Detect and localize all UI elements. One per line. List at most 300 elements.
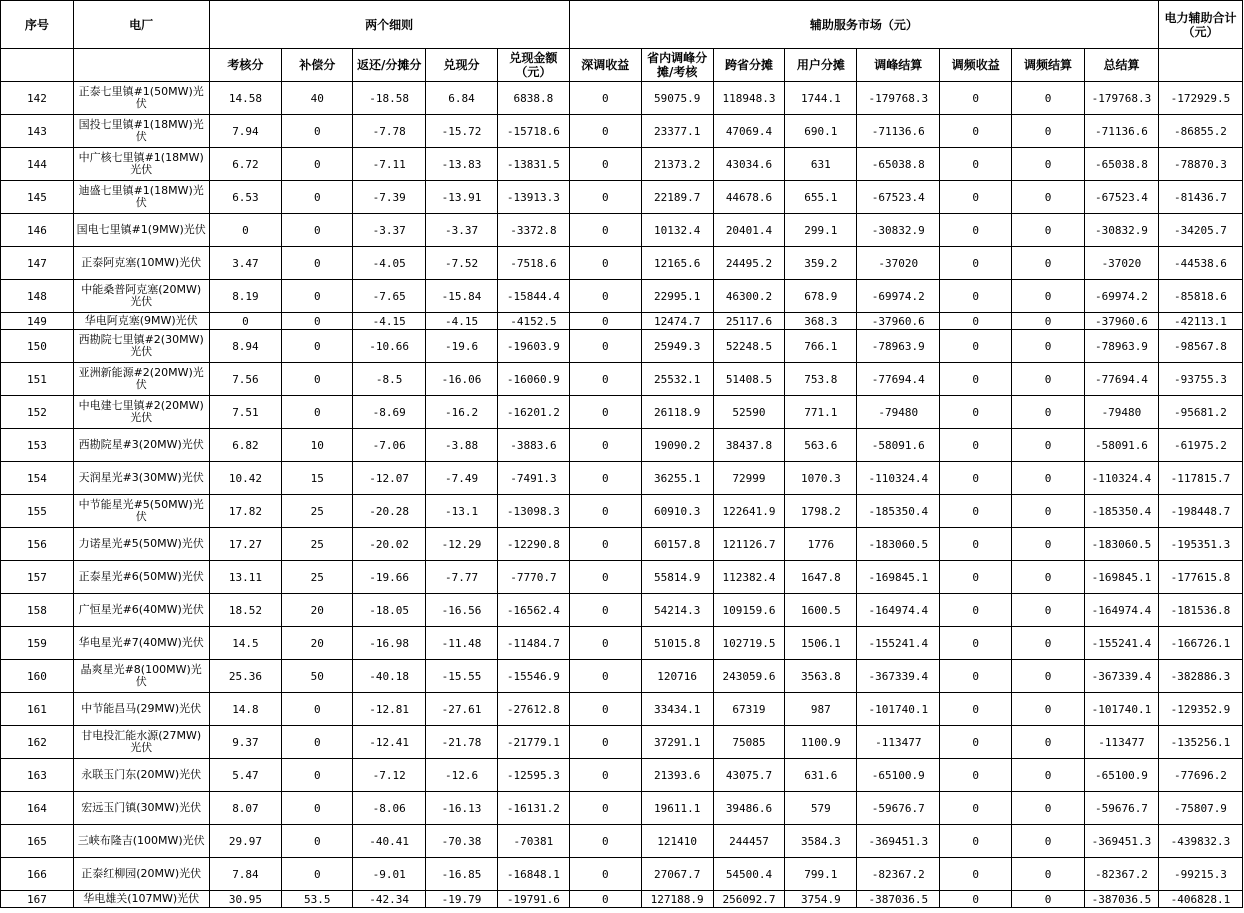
value-cell: 0 (1012, 528, 1085, 561)
table-row (1, 561, 1243, 594)
value-cell: 0 (569, 759, 641, 792)
value-cell: 0 (569, 214, 641, 247)
value-cell: -19.66 (353, 561, 426, 594)
plant-name-cell: 广恒星光#6(40MW)光伏 (73, 594, 209, 627)
value-cell: -7.52 (426, 247, 498, 280)
value-cell: -18.05 (353, 594, 426, 627)
value-cell: -7.65 (353, 280, 426, 313)
plant-header: 电厂 (73, 1, 209, 49)
seq-cell: 167 (1, 891, 74, 908)
value-cell: 0 (282, 330, 353, 363)
value-cell: -12.41 (353, 726, 426, 759)
value-cell: 20401.4 (713, 214, 785, 247)
header-row-1 (1, 1, 1243, 49)
value-cell: 59075.9 (641, 82, 713, 115)
value-cell: 0 (569, 330, 641, 363)
blank-header-cell (1, 49, 74, 82)
value-cell: 0 (1012, 462, 1085, 495)
value-cell: 7.84 (209, 858, 282, 891)
value-cell: -4.15 (353, 313, 426, 330)
value-cell: 563.6 (785, 429, 857, 462)
seq-cell: 142 (1, 82, 74, 115)
table-row (1, 280, 1243, 313)
value-cell: -3.37 (353, 214, 426, 247)
value-cell: 0 (940, 363, 1012, 396)
value-cell: -16131.2 (497, 792, 569, 825)
value-cell: 10 (282, 429, 353, 462)
value-cell: 0 (1012, 891, 1085, 908)
col-header: 省内调峰分摊/考核 (641, 49, 713, 82)
value-cell: 1798.2 (785, 495, 857, 528)
value-cell: 0 (940, 429, 1012, 462)
value-cell: 0 (282, 313, 353, 330)
seq-header: 序号 (1, 1, 74, 49)
value-cell: -110324.4 (857, 462, 940, 495)
value-cell: -164974.4 (857, 594, 940, 627)
value-cell: 0 (1012, 594, 1085, 627)
value-cell: -12595.3 (497, 759, 569, 792)
value-cell: 0 (1012, 495, 1085, 528)
value-cell: 5.47 (209, 759, 282, 792)
value-cell: 60910.3 (641, 495, 713, 528)
value-cell: -37960.6 (857, 313, 940, 330)
value-cell: -7.78 (353, 115, 426, 148)
value-cell: 72999 (713, 462, 785, 495)
value-cell: 44678.6 (713, 181, 785, 214)
col-header: 兑现分 (426, 49, 498, 82)
value-cell: 8.07 (209, 792, 282, 825)
value-cell: -16.2 (426, 396, 498, 429)
value-cell: -37960.6 (1085, 313, 1159, 330)
value-cell: 51408.5 (713, 363, 785, 396)
value-cell: 21393.6 (641, 759, 713, 792)
value-cell: -3.88 (426, 429, 498, 462)
value-cell: 678.9 (785, 280, 857, 313)
value-cell: 0 (940, 462, 1012, 495)
value-cell: 0 (1012, 561, 1085, 594)
value-cell: 12165.6 (641, 247, 713, 280)
value-cell: -16201.2 (497, 396, 569, 429)
rules-group-header: 两个细则 (209, 1, 569, 49)
value-cell: 3.47 (209, 247, 282, 280)
value-cell: 0 (1012, 429, 1085, 462)
value-cell: -113477 (1085, 726, 1159, 759)
value-cell: 244457 (713, 825, 785, 858)
value-cell: -15546.9 (497, 660, 569, 693)
value-cell: -16.06 (426, 363, 498, 396)
value-cell: -15.72 (426, 115, 498, 148)
value-cell: 0 (940, 825, 1012, 858)
value-cell: -113477 (857, 726, 940, 759)
value-cell: -12290.8 (497, 528, 569, 561)
value-cell: 7.56 (209, 363, 282, 396)
value-cell: 0 (940, 627, 1012, 660)
seq-cell: 152 (1, 396, 74, 429)
value-cell: -3.37 (426, 214, 498, 247)
seq-cell: 155 (1, 495, 74, 528)
value-cell: 0 (569, 660, 641, 693)
value-cell: 120716 (641, 660, 713, 693)
plant-name-cell: 华电雄关(107MW)光伏 (73, 891, 209, 908)
table-row (1, 594, 1243, 627)
value-cell: 17.82 (209, 495, 282, 528)
value-cell: 36255.1 (641, 462, 713, 495)
value-cell: -65100.9 (1085, 759, 1159, 792)
value-cell: -95681.2 (1158, 396, 1242, 429)
seq-cell: 157 (1, 561, 74, 594)
seq-cell: 161 (1, 693, 74, 726)
value-cell: 0 (282, 280, 353, 313)
value-cell: 0 (569, 280, 641, 313)
value-cell: -12.07 (353, 462, 426, 495)
value-cell: -71136.6 (857, 115, 940, 148)
seq-cell: 166 (1, 858, 74, 891)
table-row (1, 82, 1243, 115)
header-row-2 (1, 49, 1243, 82)
value-cell: -18.58 (353, 82, 426, 115)
col-header: 调频收益 (940, 49, 1012, 82)
value-cell: -16060.9 (497, 363, 569, 396)
plant-name-cell: 华电星光#7(40MW)光伏 (73, 627, 209, 660)
value-cell: -7.06 (353, 429, 426, 462)
value-cell: -42113.1 (1158, 313, 1242, 330)
value-cell: 0 (282, 115, 353, 148)
value-cell: -172929.5 (1158, 82, 1242, 115)
value-cell: 22995.1 (641, 280, 713, 313)
plant-name-cell: 国电七里镇#1(9MW)光伏 (73, 214, 209, 247)
value-cell: -44538.6 (1158, 247, 1242, 280)
value-cell: 3584.3 (785, 825, 857, 858)
seq-cell: 153 (1, 429, 74, 462)
value-cell: -369451.3 (1085, 825, 1159, 858)
value-cell: -34205.7 (1158, 214, 1242, 247)
plant-name-cell: 正泰阿克塞(10MW)光伏 (73, 247, 209, 280)
value-cell: 3563.8 (785, 660, 857, 693)
value-cell: 27067.7 (641, 858, 713, 891)
value-cell: -42.34 (353, 891, 426, 908)
value-cell: 0 (569, 396, 641, 429)
value-cell: -19.79 (426, 891, 498, 908)
plant-name-cell: 甘电投汇能水源(27MW)光伏 (73, 726, 209, 759)
value-cell: -27612.8 (497, 693, 569, 726)
value-cell: 0 (569, 594, 641, 627)
value-cell: 46300.2 (713, 280, 785, 313)
value-cell: -78963.9 (1085, 330, 1159, 363)
value-cell: 0 (569, 726, 641, 759)
value-cell: 0 (569, 82, 641, 115)
seq-cell: 165 (1, 825, 74, 858)
value-cell: 29.97 (209, 825, 282, 858)
value-cell: 0 (1012, 82, 1085, 115)
value-cell: 0 (569, 825, 641, 858)
value-cell: 0 (940, 660, 1012, 693)
value-cell: 655.1 (785, 181, 857, 214)
value-cell: 0 (940, 330, 1012, 363)
value-cell: -387036.5 (1085, 891, 1159, 908)
value-cell: 0 (1012, 660, 1085, 693)
value-cell: -13.83 (426, 148, 498, 181)
value-cell: 51015.8 (641, 627, 713, 660)
value-cell: 0 (282, 396, 353, 429)
value-cell: 6.53 (209, 181, 282, 214)
value-cell: -7491.3 (497, 462, 569, 495)
value-cell: 766.1 (785, 330, 857, 363)
value-cell: 1070.3 (785, 462, 857, 495)
value-cell: -3372.8 (497, 214, 569, 247)
plant-name-cell: 天润星光#3(30MW)光伏 (73, 462, 209, 495)
value-cell: 0 (940, 528, 1012, 561)
value-cell: 38437.8 (713, 429, 785, 462)
value-cell: 0 (569, 363, 641, 396)
value-cell: -16.85 (426, 858, 498, 891)
value-cell: 19090.2 (641, 429, 713, 462)
value-cell: 15 (282, 462, 353, 495)
value-cell: -129352.9 (1158, 693, 1242, 726)
value-cell: -40.18 (353, 660, 426, 693)
value-cell: -12.29 (426, 528, 498, 561)
value-cell: 0 (569, 462, 641, 495)
value-cell: 0 (1012, 396, 1085, 429)
table-row (1, 330, 1243, 363)
value-cell: -15.55 (426, 660, 498, 693)
value-cell: 1744.1 (785, 82, 857, 115)
value-cell: -9.01 (353, 858, 426, 891)
value-cell: 9.37 (209, 726, 282, 759)
value-cell: -4.05 (353, 247, 426, 280)
value-cell: 55814.9 (641, 561, 713, 594)
value-cell: -195351.3 (1158, 528, 1242, 561)
table-row (1, 247, 1243, 280)
value-cell: -67523.4 (857, 181, 940, 214)
value-cell: 0 (940, 561, 1012, 594)
value-cell: -4152.5 (497, 313, 569, 330)
value-cell: 52590 (713, 396, 785, 429)
value-cell: 0 (1012, 330, 1085, 363)
value-cell: 17.27 (209, 528, 282, 561)
value-cell: 0 (569, 247, 641, 280)
value-cell: 3754.9 (785, 891, 857, 908)
value-cell: 359.2 (785, 247, 857, 280)
value-cell: 0 (569, 561, 641, 594)
value-cell: 39486.6 (713, 792, 785, 825)
col-header: 用户分摊 (785, 49, 857, 82)
value-cell: 0 (569, 148, 641, 181)
plant-name-cell: 正泰七里镇#1(50MW)光伏 (73, 82, 209, 115)
table-row (1, 726, 1243, 759)
value-cell: 112382.4 (713, 561, 785, 594)
col-header: 兑现金额（元） (497, 49, 569, 82)
value-cell: 0 (1012, 280, 1085, 313)
value-cell: 25 (282, 528, 353, 561)
value-cell: 21373.2 (641, 148, 713, 181)
value-cell: 631.6 (785, 759, 857, 792)
plant-name-cell: 三峡布隆吉(100MW)光伏 (73, 825, 209, 858)
value-cell: -179768.3 (1085, 82, 1159, 115)
value-cell: -77696.2 (1158, 759, 1242, 792)
value-cell: 0 (940, 726, 1012, 759)
value-cell: -21.78 (426, 726, 498, 759)
table-row (1, 858, 1243, 891)
value-cell: -8.06 (353, 792, 426, 825)
value-cell: 0 (569, 693, 641, 726)
value-cell: -8.5 (353, 363, 426, 396)
value-cell: -86855.2 (1158, 115, 1242, 148)
seq-cell: 160 (1, 660, 74, 693)
blank-header-cell (1158, 49, 1242, 82)
plant-name-cell: 晶爽星光#8(100MW)光伏 (73, 660, 209, 693)
value-cell: 14.58 (209, 82, 282, 115)
value-cell: 0 (569, 528, 641, 561)
plant-name-cell: 亚洲新能源#2(20MW)光伏 (73, 363, 209, 396)
value-cell: 0 (1012, 181, 1085, 214)
seq-cell: 150 (1, 330, 74, 363)
value-cell: 0 (940, 495, 1012, 528)
value-cell: -369451.3 (857, 825, 940, 858)
plant-name-cell: 宏远玉门镇(30MW)光伏 (73, 792, 209, 825)
seq-cell: 146 (1, 214, 74, 247)
value-cell: 26118.9 (641, 396, 713, 429)
value-cell: 0 (282, 858, 353, 891)
plant-name-cell: 中节能星光#5(50MW)光伏 (73, 495, 209, 528)
seq-cell: 154 (1, 462, 74, 495)
value-cell: 0 (282, 247, 353, 280)
table-row (1, 495, 1243, 528)
value-cell: 771.1 (785, 396, 857, 429)
value-cell: 30.95 (209, 891, 282, 908)
value-cell: -117815.7 (1158, 462, 1242, 495)
seq-cell: 162 (1, 726, 74, 759)
value-cell: -16.56 (426, 594, 498, 627)
value-cell: -20.02 (353, 528, 426, 561)
value-cell: 0 (1012, 825, 1085, 858)
value-cell: 18.52 (209, 594, 282, 627)
value-cell: 7.51 (209, 396, 282, 429)
plant-name-cell: 永联玉门东(20MW)光伏 (73, 759, 209, 792)
value-cell: -82367.2 (1085, 858, 1159, 891)
table-row (1, 181, 1243, 214)
value-cell: -16562.4 (497, 594, 569, 627)
value-cell: 0 (569, 181, 641, 214)
value-cell: 0 (1012, 313, 1085, 330)
value-cell: 0 (1012, 247, 1085, 280)
value-cell: 13.11 (209, 561, 282, 594)
value-cell: 20 (282, 594, 353, 627)
value-cell: -169845.1 (1085, 561, 1159, 594)
value-cell: -16.98 (353, 627, 426, 660)
value-cell: -387036.5 (857, 891, 940, 908)
value-cell: -15.84 (426, 280, 498, 313)
table-row (1, 313, 1243, 330)
value-cell: -155241.4 (857, 627, 940, 660)
value-cell: -7.39 (353, 181, 426, 214)
value-cell: -439832.3 (1158, 825, 1242, 858)
value-cell: -78870.3 (1158, 148, 1242, 181)
table-row (1, 792, 1243, 825)
value-cell: 12474.7 (641, 313, 713, 330)
value-cell: -8.69 (353, 396, 426, 429)
value-cell: -110324.4 (1085, 462, 1159, 495)
value-cell: -93755.3 (1158, 363, 1242, 396)
value-cell: 579 (785, 792, 857, 825)
value-cell: -71136.6 (1085, 115, 1159, 148)
value-cell: 109159.6 (713, 594, 785, 627)
table-row (1, 627, 1243, 660)
value-cell: -69974.2 (857, 280, 940, 313)
value-cell: 0 (209, 313, 282, 330)
value-cell: -59676.7 (857, 792, 940, 825)
value-cell: 0 (940, 115, 1012, 148)
value-cell: -79480 (1085, 396, 1159, 429)
value-cell: 43075.7 (713, 759, 785, 792)
seq-cell: 164 (1, 792, 74, 825)
value-cell: 40 (282, 82, 353, 115)
value-cell: 25532.1 (641, 363, 713, 396)
value-cell: -406828.1 (1158, 891, 1242, 908)
plant-name-cell: 正泰红柳园(20MW)光伏 (73, 858, 209, 891)
value-cell: -367339.4 (857, 660, 940, 693)
value-cell: 0 (569, 792, 641, 825)
value-cell: 47069.4 (713, 115, 785, 148)
value-cell: -183060.5 (1085, 528, 1159, 561)
value-cell: 54214.3 (641, 594, 713, 627)
value-cell: 52248.5 (713, 330, 785, 363)
value-cell: 37291.1 (641, 726, 713, 759)
value-cell: 0 (282, 214, 353, 247)
table-row (1, 693, 1243, 726)
value-cell: 0 (282, 363, 353, 396)
plant-name-cell: 国投七里镇#1(18MW)光伏 (73, 115, 209, 148)
market-group-header: 辅助服务市场（元） (569, 1, 1158, 49)
value-cell: -98567.8 (1158, 330, 1242, 363)
value-cell: 10132.4 (641, 214, 713, 247)
value-cell: 6838.8 (497, 82, 569, 115)
value-cell: 690.1 (785, 115, 857, 148)
value-cell: -10.66 (353, 330, 426, 363)
value-cell: -77694.4 (1085, 363, 1159, 396)
value-cell: 753.8 (785, 363, 857, 396)
value-cell: -77694.4 (857, 363, 940, 396)
value-cell: -155241.4 (1085, 627, 1159, 660)
value-cell: -3883.6 (497, 429, 569, 462)
value-cell: 0 (282, 792, 353, 825)
value-cell: 0 (209, 214, 282, 247)
value-cell: 987 (785, 693, 857, 726)
value-cell: 0 (1012, 792, 1085, 825)
value-cell: -169845.1 (857, 561, 940, 594)
value-cell: -12.6 (426, 759, 498, 792)
value-cell: 0 (282, 693, 353, 726)
value-cell: 0 (940, 247, 1012, 280)
value-cell: -27.61 (426, 693, 498, 726)
value-cell: 0 (940, 858, 1012, 891)
value-cell: 19611.1 (641, 792, 713, 825)
value-cell: 121126.7 (713, 528, 785, 561)
value-cell: -382886.3 (1158, 660, 1242, 693)
value-cell: 25 (282, 561, 353, 594)
value-cell: -70381 (497, 825, 569, 858)
value-cell: -11.48 (426, 627, 498, 660)
value-cell: -135256.1 (1158, 726, 1242, 759)
table-row (1, 825, 1243, 858)
value-cell: 0 (940, 594, 1012, 627)
value-cell: 8.94 (209, 330, 282, 363)
value-cell: -7770.7 (497, 561, 569, 594)
value-cell: 25949.3 (641, 330, 713, 363)
value-cell: -15718.6 (497, 115, 569, 148)
value-cell: 0 (1012, 115, 1085, 148)
value-cell: 0 (940, 148, 1012, 181)
value-cell: 25117.6 (713, 313, 785, 330)
